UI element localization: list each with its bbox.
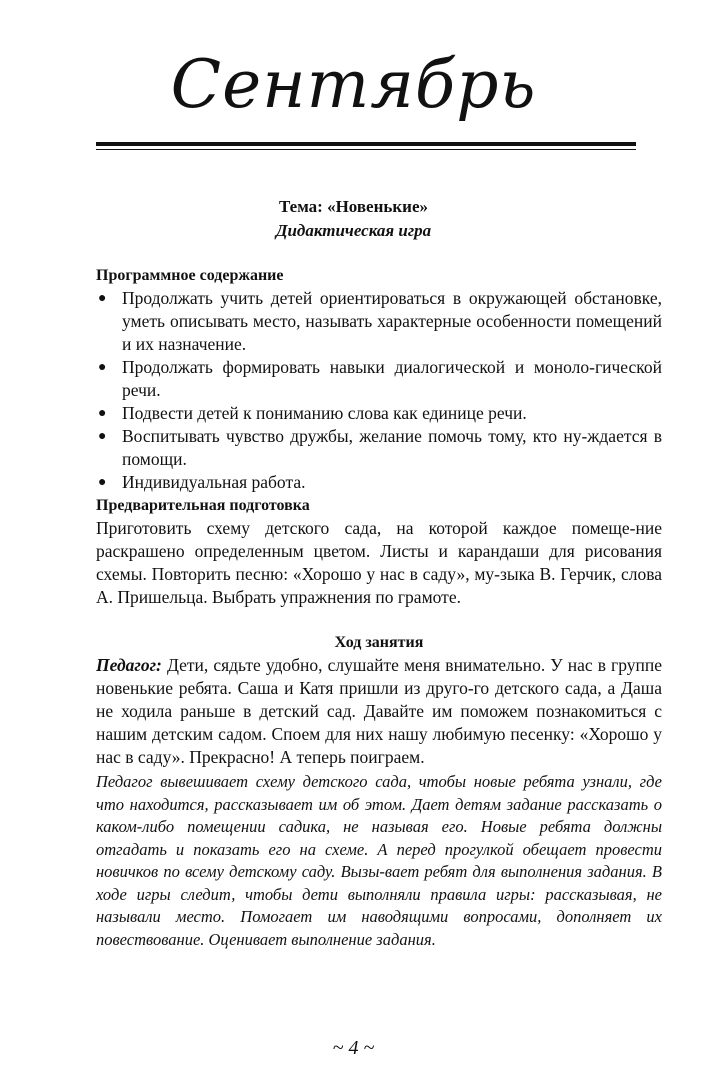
- lesson-speech: [96, 654, 662, 769]
- bullet-icon: ●: [98, 475, 107, 490]
- speaker-label: Педагог:: [96, 655, 162, 675]
- program-list: [96, 287, 662, 494]
- program-item: [96, 471, 662, 494]
- topic-subtitle: Дидактическая игра: [275, 221, 432, 240]
- program-item: [96, 287, 662, 356]
- program-item: [96, 402, 662, 425]
- speech-text: Дети, сядьте удобно, слушайте меня внимательно. У нас в группе новенькие ребята. Саша и Катя пришли из друго-го детского сада, а Даша не ходила раньше в детский сад. Давайте им поможем познакомиться с нашим детским садом. Споем для них нашу любимую песенку: «Хорошо у нас в саду». Прекрасно! А теперь поиграем.: [96, 655, 662, 767]
- lesson-heading: Ход занятия: [334, 634, 424, 651]
- bullet-icon: ●: [98, 406, 107, 421]
- month-title: Сентябрь: [170, 46, 537, 123]
- topic-title: Тема: «Новенькие»: [278, 197, 429, 216]
- program-item-text: Продолжать формировать навыки диалогической и моноло-гической речи.: [122, 357, 662, 400]
- preparation-heading: Предварительная подготовка: [96, 497, 310, 514]
- lesson-note: Педагог вывешивает схему детского сада, чтобы новые ребята узнали, где что находится, рассказывает им об этом. Дает детям задание рассказать о каком-либо помещении садика, не называя его. Новые ребята должны отгадать и показать его на схеме. А перед прогулкой обещает провести новичков по всему детскому саду. Вызы-вает ребят для выполнения задания. В ходе игры следит, чтобы дети выполняли правила игры: рассказывая, не называли место. Помогает им наводящими вопросами, дополняет их повествование. Оценивает выполнение задания.: [96, 772, 662, 949]
- program-item: [96, 356, 662, 402]
- program-item-text: Подвести детей к пониманию слова как единице речи.: [122, 403, 527, 423]
- page-number: ~ 4 ~: [332, 1037, 375, 1059]
- title-underline-thick: [96, 142, 636, 146]
- bullet-icon: ●: [98, 291, 107, 306]
- program-item: [96, 425, 662, 471]
- title-underline-thin: [96, 149, 636, 150]
- preparation-text: Приготовить схему детского сада, на которой каждое помеще-ние раскрашено определенным цветом. Листы и карандаши для рисования схемы. Повторить песню: «Хорошо у нас в саду», му-зыка В. Герчик, слова А. Пришельца. Выбрать упражнения по грамоте.: [96, 518, 662, 607]
- program-item-text: Воспитывать чувство дружбы, желание помочь тому, кто ну-ждается в помощи.: [122, 426, 662, 469]
- bullet-icon: ●: [98, 429, 107, 444]
- bullet-icon: ●: [98, 360, 107, 375]
- program-heading: Программное содержание: [96, 267, 284, 284]
- program-item-text: Продолжать учить детей ориентироваться в окружающей обстановке, уметь описывать место, называть характерные особенности помещений и их назначение.: [122, 288, 662, 354]
- program-item-text: Индивидуальная работа.: [122, 472, 306, 492]
- page-content: [96, 264, 662, 951]
